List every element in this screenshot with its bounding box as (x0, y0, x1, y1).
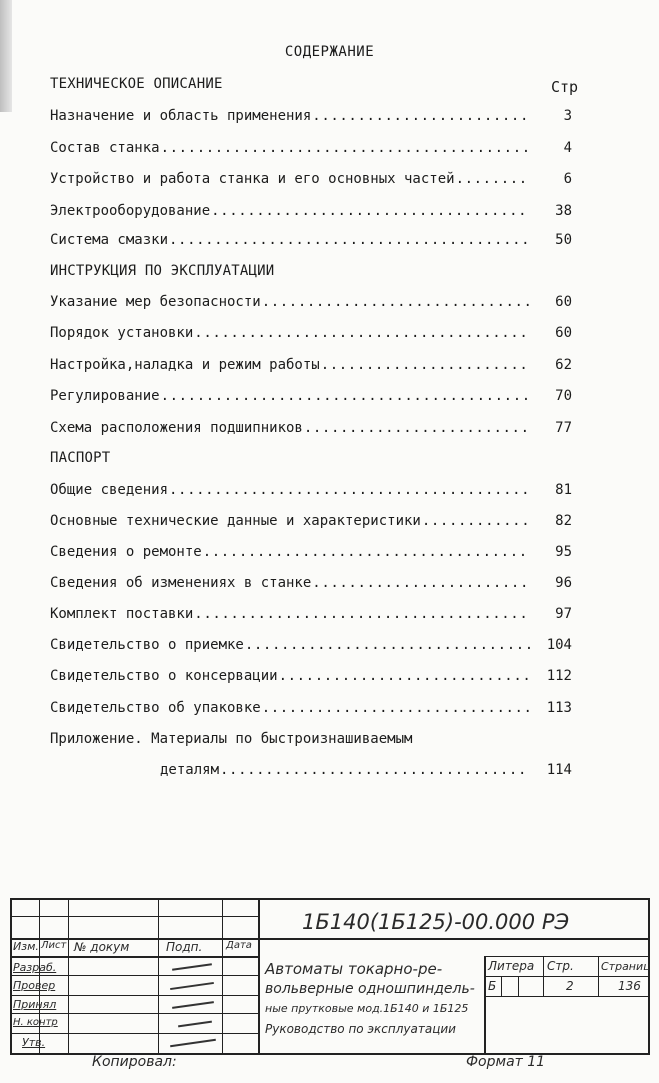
sheet-value: 2 (566, 979, 574, 993)
signature-mark (178, 1021, 212, 1028)
toc-entry-label: Свидетельство об упаковке (50, 700, 261, 716)
toc-leader (312, 106, 530, 126)
toc-leader (422, 511, 530, 531)
toc-entry-label: Общие сведения (50, 482, 169, 498)
stamp-role-norm-control: Н. контр (13, 1017, 58, 1028)
document-name-line: Руководство по эксплуатации (265, 1022, 456, 1036)
toc-entry-page: 77 (555, 420, 572, 436)
litera-label: Литера (488, 959, 535, 973)
toc-entry-page: 38 (555, 203, 572, 219)
toc-leader (279, 666, 530, 686)
document-name-line: Автоматы токарно-ре- (265, 960, 443, 978)
toc-entry-label: Состав станка (50, 140, 160, 156)
sheet-label: Стр. (547, 959, 574, 973)
section-heading: ПАСПОРТ (50, 450, 111, 466)
toc-entry-label: Регулирование (50, 388, 160, 404)
toc-leader (262, 698, 530, 718)
toc-entry[interactable] (50, 138, 572, 158)
toc-entry-label: Указание мер безопасности (50, 294, 261, 310)
section-heading: ТЕХНИЧЕСКОЕ ОПИСАНИЕ (50, 76, 223, 92)
toc-leader (169, 230, 530, 250)
toc-leader (312, 573, 530, 593)
document-name-line: вольверные одношпиндель- (265, 981, 475, 997)
toc-entry-page: 104 (546, 637, 572, 653)
toc-leader (262, 292, 530, 312)
page-column-label: Стр (551, 78, 579, 96)
toc-entry-label: Система смазки (50, 232, 169, 248)
toc-entry[interactable] (50, 169, 572, 189)
toc-leader (169, 480, 530, 500)
stamp-role-developer: Разраб. (13, 961, 57, 974)
toc-entry-page: 112 (546, 668, 572, 684)
toc-entry[interactable] (50, 573, 572, 593)
signature-mark (170, 1039, 216, 1047)
toc-leader (245, 635, 530, 655)
toc-entry-label: Комплект поставки (50, 606, 194, 622)
stamp-role-checker: Провер (13, 979, 56, 992)
toc-entry-page: 62 (555, 357, 572, 373)
toc-entry-label: Порядок установки (50, 325, 194, 341)
toc-entry-label: Сведения о ремонте (50, 544, 202, 560)
format-label: Формат 11 (466, 1054, 546, 1070)
signature-mark (172, 1001, 214, 1009)
stamp-col-izm: Изм. (13, 940, 39, 953)
toc-entry[interactable] (50, 323, 572, 343)
page-title: СОДЕРЖАНИЕ (284, 44, 375, 60)
toc-leader (304, 418, 530, 438)
stamp-role-accepted: Принял (13, 998, 57, 1011)
toc-entry-label: Свидетельство о консервации (50, 668, 278, 684)
toc-entry-page: 6 (563, 171, 572, 187)
toc-leader (321, 355, 530, 375)
toc-entry-label: Основные технические данные и характеристики (50, 513, 421, 529)
toc-entry[interactable] (50, 542, 572, 562)
stamp-col-sign: Подп. (166, 940, 203, 954)
toc-entry[interactable] (50, 729, 510, 749)
toc-entry-page: 3 (563, 108, 572, 124)
toc-leader (220, 760, 530, 780)
toc-entry-page: 97 (555, 606, 572, 622)
toc-entry[interactable] (50, 201, 572, 221)
toc-entry[interactable] (50, 698, 572, 718)
toc-leader (194, 604, 530, 624)
toc-entry-page: 82 (555, 513, 572, 529)
stamp-col-list: Лист (41, 940, 67, 951)
toc-entry-label: Приложение. Материалы по быстроизнашиваемым (50, 731, 413, 747)
toc-entry-page: 114 (546, 762, 572, 778)
toc-entry-page: 96 (555, 575, 572, 591)
toc-entry[interactable] (50, 666, 572, 686)
toc-entry-page: 81 (555, 482, 572, 498)
toc-entry-page: 70 (555, 388, 572, 404)
section-heading: ИНСТРУКЦИЯ ПО ЭКСПЛУАТАЦИИ (50, 263, 275, 279)
signature-mark (170, 982, 214, 990)
toc-entry-label: Назначение и область применения (50, 108, 312, 124)
toc-entry[interactable] (160, 760, 572, 780)
copied-by-label: Копировал: (92, 1054, 177, 1070)
toc-leader (161, 386, 530, 406)
stamp-col-date: Дата (226, 940, 252, 951)
toc-entry[interactable] (50, 635, 572, 655)
toc-entry[interactable] (50, 292, 572, 312)
toc-entry[interactable] (50, 106, 572, 126)
toc-entry-label: Настройка,наладка и режим работы (50, 357, 320, 373)
toc-entry[interactable] (50, 386, 572, 406)
toc-leader (203, 542, 530, 562)
toc-leader (211, 201, 530, 221)
toc-entry-label: деталям (160, 762, 220, 778)
stamp-role-approved: Утв. (22, 1036, 46, 1049)
document-code: 1Б140(1Б125)-00.000 РЭ (302, 910, 570, 934)
toc-entry-page: 50 (555, 232, 572, 248)
toc-entry-label: Свидетельство о приемке (50, 637, 244, 653)
toc-entry[interactable] (50, 480, 572, 500)
toc-entry-page: 60 (555, 325, 572, 341)
toc-entry[interactable] (50, 511, 572, 531)
toc-leader (161, 138, 530, 158)
stamp-col-doc: № докум (74, 940, 130, 954)
signature-mark (172, 963, 212, 971)
toc-leader (456, 169, 530, 189)
sheets-value: 136 (618, 979, 641, 993)
toc-entry-page: 4 (563, 140, 572, 156)
toc-entry-label: Устройство и работа станка и его основных частей (50, 171, 455, 187)
litera-value: Б (488, 979, 497, 993)
toc-entry-label: Схема расположения подшипников (50, 420, 303, 436)
toc-entry-page: 95 (555, 544, 572, 560)
toc-entry[interactable] (50, 355, 572, 375)
toc-entry[interactable] (50, 230, 572, 250)
toc-entry-label: Электрооборудование (50, 203, 211, 219)
toc-entry-label: Сведения об изменениях в станке (50, 575, 312, 591)
title-block (10, 898, 650, 1055)
document-name-line: ные прутковые мод.1Б140 и 1Б125 (265, 1002, 469, 1015)
toc-entry-page: 113 (546, 700, 572, 716)
toc-leader (194, 323, 530, 343)
toc-entry[interactable] (50, 418, 572, 438)
sheets-label: Страниц (601, 960, 651, 973)
toc-entry-page: 60 (555, 294, 572, 310)
toc-entry[interactable] (50, 604, 572, 624)
